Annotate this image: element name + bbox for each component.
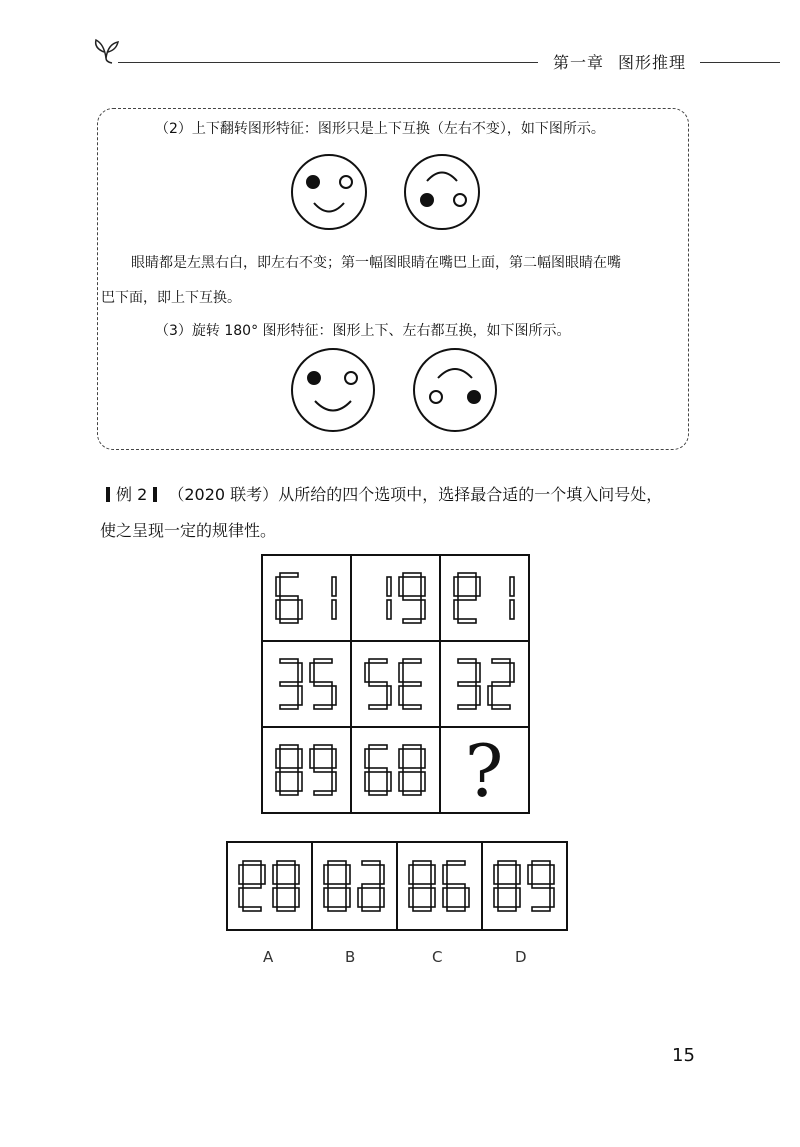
- segment-a: [403, 659, 421, 663]
- segment-c: [346, 888, 350, 907]
- segment-e: [324, 888, 328, 907]
- grid-cell-2-digit-1: [387, 577, 391, 619]
- segment-c: [421, 772, 425, 791]
- segment-d: [458, 705, 476, 709]
- example-question: [100, 482, 662, 505]
- segment-a: [447, 861, 465, 865]
- segment-g: [280, 596, 298, 600]
- segment-e: [494, 888, 498, 907]
- segment-e: [399, 772, 403, 791]
- segment-g: [280, 768, 298, 772]
- grid-cell-5-digit-2: [399, 659, 421, 709]
- segment-e: [454, 600, 458, 619]
- grid-cell-5-digit-1: [365, 659, 391, 709]
- segment-c: [465, 888, 469, 907]
- segment-e: [273, 888, 277, 907]
- segment-d: [403, 791, 421, 795]
- option-label-c[interactable]: C: [432, 948, 443, 966]
- segment-f: [409, 865, 413, 884]
- segment-g: [362, 884, 380, 888]
- note-line-3: 巴下面，即上下互换。: [101, 290, 241, 306]
- segment-c: [431, 888, 435, 907]
- segment-e: [276, 600, 280, 619]
- grid-cell-7-digit-2: [310, 745, 336, 795]
- segment-g: [403, 596, 421, 600]
- segment-a: [277, 861, 295, 865]
- segment-d: [328, 907, 346, 911]
- segment-c: [387, 686, 391, 705]
- note-line-4: （3）旋转 180° 图形特征：图形上下、左右都互换，如下图所示。: [155, 323, 571, 339]
- segment-g: [403, 682, 421, 686]
- segment-g: [498, 884, 516, 888]
- segment-c: [332, 686, 336, 705]
- grid-cell-6-digit-2: [488, 659, 514, 709]
- option-a-digit-2: [273, 861, 299, 911]
- segment-b: [421, 749, 425, 768]
- segment-b: [380, 865, 384, 884]
- segment-f: [273, 865, 277, 884]
- segment-a: [280, 659, 298, 663]
- segment-c: [421, 600, 425, 619]
- option-b-digit-1: [324, 861, 350, 911]
- segment-e: [488, 686, 492, 705]
- segment-b: [516, 865, 520, 884]
- grid-cell-4-digit-1: [280, 659, 302, 709]
- chapter-label: 第一章: [553, 53, 605, 72]
- grid-cell-1-digit-2: [332, 577, 336, 619]
- segment-d: [403, 705, 421, 709]
- segment-a: [314, 745, 332, 749]
- header-rule-right: [700, 62, 780, 63]
- segment-a: [458, 659, 476, 663]
- question-mark: ?: [464, 729, 504, 813]
- segment-d: [447, 907, 465, 911]
- segment-b: [476, 577, 480, 596]
- grid-cell-7-digit-1: [276, 745, 302, 795]
- segment-a: [403, 745, 421, 749]
- segment-g: [492, 682, 510, 686]
- segment-e: [276, 772, 280, 791]
- segment-f: [399, 577, 403, 596]
- segment-b: [298, 749, 302, 768]
- segment-b: [387, 577, 391, 596]
- header-rule: [118, 62, 538, 63]
- note-box: [97, 108, 689, 450]
- segment-a: [280, 745, 298, 749]
- segment-d: [498, 907, 516, 911]
- segment-a: [413, 861, 431, 865]
- segment-f: [454, 577, 458, 596]
- segment-f: [365, 663, 369, 682]
- segment-c: [550, 888, 554, 907]
- segment-d: [314, 791, 332, 795]
- segment-c: [387, 772, 391, 791]
- segment-f: [239, 865, 243, 884]
- chapter-title: 图形推理: [618, 53, 687, 72]
- segment-b: [510, 577, 514, 596]
- option-b-digit-2: [358, 861, 384, 911]
- segment-g: [369, 768, 387, 772]
- segment-c: [298, 772, 302, 791]
- segment-d: [369, 705, 387, 709]
- segment-g: [413, 884, 431, 888]
- segment-f: [324, 865, 328, 884]
- option-label-d[interactable]: D: [515, 948, 527, 966]
- segment-g: [243, 884, 261, 888]
- segment-a: [369, 745, 387, 749]
- segment-a: [498, 861, 516, 865]
- grid-cell-8-digit-2: [399, 745, 425, 795]
- segment-e: [365, 772, 369, 791]
- segment-a: [280, 573, 298, 577]
- segment-f: [399, 663, 403, 682]
- segment-d: [280, 705, 298, 709]
- segment-b: [550, 865, 554, 884]
- grid-cell-4-digit-2: [310, 659, 336, 709]
- segment-g: [314, 682, 332, 686]
- segment-a: [328, 861, 346, 865]
- page-number: 15: [672, 1045, 695, 1066]
- segment-d: [492, 705, 510, 709]
- segment-e: [409, 888, 413, 907]
- segment-b: [476, 663, 480, 682]
- segment-f: [310, 749, 314, 768]
- segment-f: [276, 577, 280, 596]
- segment-b: [332, 749, 336, 768]
- example-source: （2020 联考）: [168, 485, 279, 504]
- segment-b: [295, 865, 299, 884]
- segment-a: [362, 861, 380, 865]
- segment-c: [298, 686, 302, 705]
- question-line-1: 从所给的四个选项中，选择最合适的一个填入问号处，: [278, 485, 663, 504]
- segment-d: [314, 705, 332, 709]
- segment-c: [332, 772, 336, 791]
- segment-e: [239, 888, 243, 907]
- segment-g: [458, 596, 476, 600]
- segment-c: [516, 888, 520, 907]
- segment-d: [532, 907, 550, 911]
- running-header: [553, 50, 686, 73]
- segment-c: [510, 600, 514, 619]
- segment-d: [403, 619, 421, 623]
- segment-b: [346, 865, 350, 884]
- segment-g: [458, 682, 476, 686]
- segment-g: [280, 682, 298, 686]
- grid-cell-6-digit-1: [458, 659, 480, 709]
- segment-c: [476, 686, 480, 705]
- note-line-2: 眼睛都是左黑右白，即左右不变；第一幅图眼睛在嘴巴上面，第二幅图眼睛在嘴: [131, 255, 621, 271]
- option-a-digit-1: [239, 861, 265, 911]
- segment-b: [421, 577, 425, 596]
- segment-c: [332, 600, 336, 619]
- segment-b: [298, 663, 302, 682]
- segment-f: [528, 865, 532, 884]
- segment-a: [314, 659, 332, 663]
- segment-c: [295, 888, 299, 907]
- segment-f: [365, 749, 369, 768]
- segment-d: [369, 791, 387, 795]
- segment-f: [399, 749, 403, 768]
- segment-g: [277, 884, 295, 888]
- segment-a: [243, 861, 261, 865]
- segment-e: [358, 888, 362, 907]
- segment-f: [276, 749, 280, 768]
- segment-b: [431, 865, 435, 884]
- option-label-b[interactable]: B: [345, 948, 356, 966]
- segment-c: [387, 600, 391, 619]
- example-label: 例 2: [116, 485, 148, 504]
- option-c-digit-2: [443, 861, 469, 911]
- grid-cell-2-digit-2: [399, 573, 425, 623]
- question-line-2: 使之呈现一定的规律性。: [100, 521, 277, 540]
- segment-a: [369, 659, 387, 663]
- option-d-digit-1: [494, 861, 520, 911]
- segment-d: [277, 907, 295, 911]
- segment-b: [332, 577, 336, 596]
- segment-a: [403, 573, 421, 577]
- segment-f: [310, 663, 314, 682]
- segment-a: [458, 573, 476, 577]
- option-d-digit-2: [528, 861, 554, 911]
- segment-g: [328, 884, 346, 888]
- option-c-digit-1: [409, 861, 435, 911]
- segment-a: [492, 659, 510, 663]
- sprout-icon: [96, 40, 118, 63]
- segment-d: [458, 619, 476, 623]
- segment-c: [380, 888, 384, 907]
- segment-d: [413, 907, 431, 911]
- segment-g: [532, 884, 550, 888]
- segment-g: [369, 682, 387, 686]
- segment-f: [443, 865, 447, 884]
- segment-d: [280, 791, 298, 795]
- segment-g: [447, 884, 465, 888]
- segment-d: [280, 619, 298, 623]
- segment-f: [494, 865, 498, 884]
- segment-g: [403, 768, 421, 772]
- grid-cell-3-digit-1: [454, 573, 480, 623]
- segment-d: [362, 907, 380, 911]
- segment-g: [314, 768, 332, 772]
- segment-a: [532, 861, 550, 865]
- note-line-1: （2）上下翻转图形特征：图形只是上下互换（左右不变），如下图所示。: [155, 121, 605, 137]
- segment-e: [443, 888, 447, 907]
- grid-cell-3-digit-2: [510, 577, 514, 619]
- grid-cell-8-digit-1: [365, 745, 391, 795]
- segment-d: [243, 907, 261, 911]
- segment-b: [510, 663, 514, 682]
- segment-c: [298, 600, 302, 619]
- grid-cell-1-digit-1: [276, 573, 302, 623]
- option-label-a[interactable]: A: [263, 948, 274, 966]
- segment-e: [399, 686, 403, 705]
- segment-b: [261, 865, 265, 884]
